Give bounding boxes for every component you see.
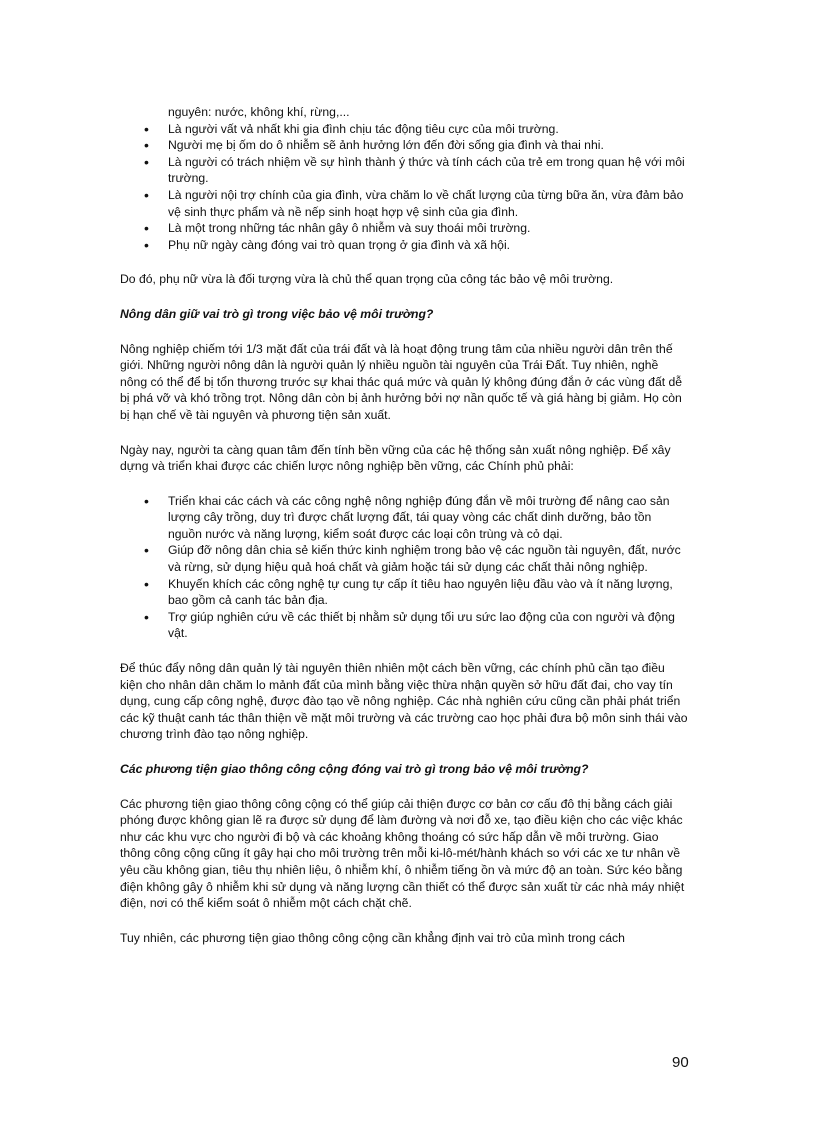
farmers-paragraph-1: Nông nghiệp chiếm tới 1/3 mặt đất của trái đất và là hoạt động trung tâm của nhiều người dân trên thế giới. Những người nông dân là người quản lý nhiều nguồn tài nguyên của Trái Đất. Tuy nhiên, nghề nông có thể để bị tổn thương trước sự khai thác quá mức và quản lý không đúng đắn ở các vùng đất dễ bị phá vỡ và khó trồng trọt. Nông dân còn bị ảnh hưởng bởi nợ nần quốc tế và giá hàng bị giảm. Họ còn bị hạn chế về tài nguyên và phương tiện sản xuất. (120, 341, 683, 422)
transport-paragraph-1: Các phương tiện giao thông công cộng có thể giúp cải thiện được cơ bản cơ cấu đô thị bằng cách giải phóng được không gian lẽ ra được sử dụng để làm đường và nơi đỗ xe, tạo điều kiện cho các việc khác như các khu vực cho người đi bộ và các khoảng không thoáng có sức hấp dẫn về môi trường. Giao thông công cộng cũng ít gây hại cho môi trường trên mỗi ki-lô-mét/hành khách so với các xe tư nhân về yêu cầu không gian, tiêu thụ nhiên liệu, ô nhiễm khí, ô nhiễm tiếng ồn và mức độ an toàn. Sức kéo bằng điện không gây ô nhiễm khi sử dụng và năng lượng cần thiết có thể được sản xuất từ các nhà máy nhiệt điện, nơi có thể kiểm soát ô nhiễm một cách chặt chẽ. (120, 796, 685, 911)
list-item: • Giúp đỡ nông dân chia sẻ kiến thức kinh nghiệm trong bảo vệ các nguồn tài nguyên, đất, nước và rừng, sử dụng hiệu quả hoá chất và giảm hoặc tái sử dụng các chất thải nông nghiệp. (120, 542, 688, 575)
list-item: • Là người có trách nhiệm về sự hình thành ý thức và tính cách của trẻ em trong quan hệ với môi trường. (120, 154, 688, 187)
list-item: • Là một trong những tác nhân gây ô nhiễm và suy thoái môi trường. (120, 220, 688, 237)
list-item: • Khuyến khích các công nghệ tự cung tự cấp ít tiêu hao nguyên liệu đầu vào và ít năng lượng, bao gồm cả canh tác bản địa. (120, 576, 688, 609)
transport-paragraph-2: Tuy nhiên, các phương tiện giao thông công cộng cần khẳng định vai trò của mình trong cách (120, 930, 625, 945)
farmers-heading: Nông dân giữ vai trò gì trong việc bảo vệ môi trường? (120, 306, 434, 321)
list-item: • Là người nội trợ chính của gia đình, vừa chăm lo về chất lượng của từng bữa ăn, vừa đảm bảo vệ sinh thực phẩm và nề nếp sinh hoạt hợp vệ sinh của gia đình. (120, 187, 688, 220)
intro-continuation: nguyên: nước, không khí, rừng,... (168, 105, 350, 119)
farmers-strategy-list (120, 493, 688, 642)
page-number: 90 (672, 1054, 689, 1071)
farmers-paragraph-3: Để thúc đẩy nông dân quản lý tài nguyên thiên nhiên một cách bền vững, các chính phủ cần tạo điều kiện cho nhân dân chăm lo mảnh đất của mình bằng việc thừa nhận quyền sở hữu đất đai, cho vay tín dụng, cung cấp công nghệ, được đào tạo về nông nghiệp. Các nhà nghiên cứu cũng cần phải phát triển các kỹ thuật canh tác thân thiện về mặt môi trường và các trường cao học phải đưa bộ môn sinh thái vào chương trình đào tạo nông nghiệp. (120, 661, 688, 742)
women-role-list (120, 121, 688, 254)
list-item: • Triển khai các cách và các công nghệ nông nghiệp đúng đắn về môi trường để nâng cao sản lượng cây trồng, duy trì được chất lượng đất, tái quay vòng các chất dinh dưỡng, bảo tồn nguồn nước và năng lượng, kiểm soát được các loại côn trùng và cỏ dại. (120, 493, 688, 543)
list-item: • Là người vất vả nhất khi gia đình chịu tác động tiêu cực của môi trường. (120, 121, 688, 138)
farmers-paragraph-2: Ngày nay, người ta càng quan tâm đến tính bền vững của các hệ thống sản xuất nông nghiệp. Để xây dựng và triển khai được các chiến lược nông nghiệp bền vững, các Chính phủ phải: (120, 442, 671, 474)
page-body (120, 104, 688, 946)
list-item: • Phụ nữ ngày càng đóng vai trò quan trọng ở gia đình và xã hội. (120, 237, 688, 254)
list-item: • Người mẹ bị ốm do ô nhiễm sẽ ảnh hưởng lớn đến đời sống gia đình và thai nhi. (120, 137, 688, 154)
transport-heading: Các phương tiện giao thông công cộng đóng vai trò gì trong bảo vệ môi trường? (120, 762, 589, 776)
list-item: • Trợ giúp nghiên cứu về các thiết bị nhằm sử dụng tối ưu sức lao động của con người và động vật. (120, 609, 688, 642)
women-conclusion: Do đó, phụ nữ vừa là đối tượng vừa là chủ thể quan trọng của công tác bảo vệ môi trường. (120, 272, 614, 287)
